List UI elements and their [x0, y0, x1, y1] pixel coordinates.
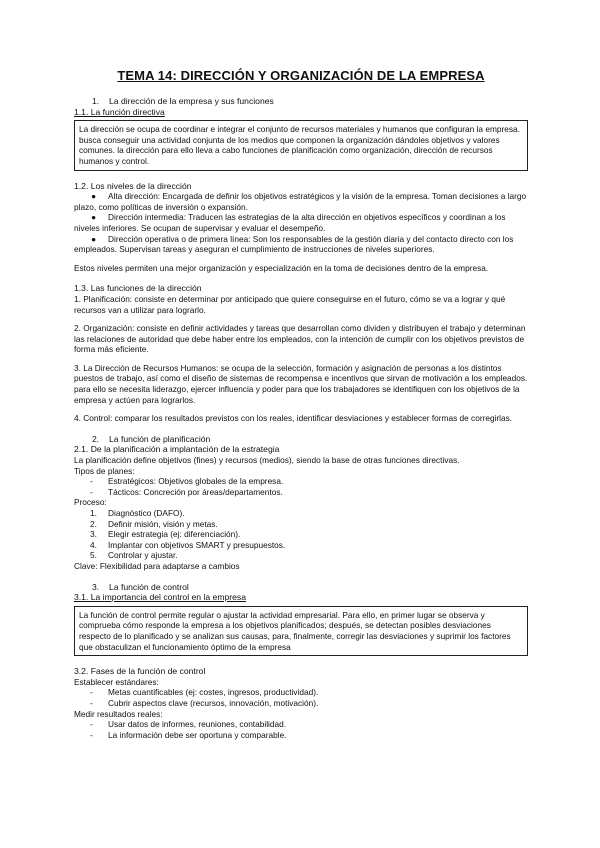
dash-marker: - — [90, 476, 93, 487]
section-1-heading — [74, 96, 528, 107]
bullet-icon: ● — [90, 212, 96, 223]
dash-marker: - — [90, 719, 93, 730]
process-step — [74, 529, 528, 540]
step-text: Diagnóstico (DAFO). — [108, 508, 185, 518]
subsection-1-2-heading: 1.2. Los niveles de la dirección — [74, 180, 192, 191]
measure-item — [74, 730, 528, 741]
dash-marker: - — [90, 697, 93, 708]
measure-text: La información debe ser oportuna y comparable. — [108, 729, 287, 740]
bullet-icon: ● — [90, 233, 96, 244]
control-function-text: La función de control permite regular o ajustar la actividad empresarial. Para ello, en primer lugar se observa y comprueba cómo responde la empresa a los objetivos planificados; después, se detectan posibles desviaciones respecto de lo planificado y se analizan sus causas, para, finalmente, corregir las desviaciones y suprimir los factores que obstaculizan el funcionamiento óptimo de la empresa — [79, 609, 511, 652]
control-function-box — [74, 606, 528, 656]
level-item — [74, 191, 528, 212]
step-number: 2. — [90, 518, 97, 529]
dash-marker: - — [90, 687, 93, 698]
directive-function-text: La dirección se ocupa de coordinar e integrar el conjunto de recursos materiales y humanos que configuran la empresa. busca conseguir una actividad conjunta de los medios que componen la organización dándoles objetivos y valores comunes. la dirección para ello lleva a cabo funciones de planificación como organización, dirección de recursos humanos y control. — [79, 124, 520, 166]
level-text: Dirección operativa o de primera línea: Son los responsables de la gestión diaria y del contacto directo con los empleados. Supervisan tareas y aseguran el cumplimiento de instrucciones de niveles superiores. — [74, 233, 514, 255]
step-number: 5. — [90, 550, 97, 561]
process-step — [74, 519, 528, 530]
standard-text: Cubrir aspectos clave (recursos, innovación, motivación). — [108, 697, 319, 708]
process-label: Proceso: — [74, 497, 107, 508]
levels-note: Estos niveles permiten una mejor organización y especialización en la toma de decisiones dentro de la empresa. — [74, 262, 489, 273]
plan-item — [74, 476, 528, 487]
function-item-organization: 2. Organización: consiste en definir actividades y tareas que desarrollan como dividen y distribuyen el trabajo y determinan las relaciones de autoridad que debe haber entre los empleados, con la intención de cumplir con los objetivos previstos de forma más eficiente. — [74, 323, 526, 355]
section-2-heading — [74, 434, 528, 445]
subsection-1-1-heading: 1.1. La función directiva — [74, 106, 165, 117]
subsection-3-2-heading: 3.2. Fases de la función de control — [74, 666, 206, 677]
section-1-number: 1. — [92, 96, 100, 106]
measure-label: Medir resultados reales: — [74, 708, 163, 719]
standards-label: Establecer estándares: — [74, 676, 159, 687]
section-2-number: 2. — [92, 433, 100, 444]
section-3-title: La función de control — [109, 581, 189, 592]
step-number: 4. — [90, 539, 97, 550]
process-step — [74, 508, 528, 519]
step-text: Implantar con objetivos SMART y presupuestos. — [108, 539, 286, 550]
dash-marker: - — [90, 729, 93, 740]
plan-text: Estratégicos: Objetivos globales de la empresa. — [108, 476, 284, 487]
planning-intro: La planificación define objetivos (fines) y recursos (medios), siendo la base de otras funciones directivas. — [74, 455, 460, 466]
process-step — [74, 540, 528, 551]
level-item — [74, 234, 528, 255]
step-number: 3. — [90, 529, 97, 540]
function-item-hr: 3. La Dirección de Recursos Humanos: se ocupa de la selección, formación y asignación de personas a los distintos puestos de trabajo, así como el diseño de sistemas de recompensa e incentivos que sirvan de motivación a los empleados. para ello se necesita liderazgo, ejercer influencia y poder para que los trabajadores se identifiquen con los objetivos de la empresa y actúen para lograrlos. — [74, 362, 528, 405]
function-item-planning: 1. Planificación: consiste en determinar por anticipado que quiere conseguirse en el futuro, cómo se va a lograr y qué recursos van a utilizar para lograrlo. — [74, 293, 506, 315]
section-2-title: La función de planificación — [109, 433, 211, 444]
section-3-number: 3. — [92, 581, 100, 592]
level-text: Alta dirección: Encargada de definir los objetivos estratégicos y la visión de la empresa. Toman decisiones a largo plazo, como políticas de inversión o expansión. — [74, 191, 527, 212]
bullet-icon: ● — [90, 191, 96, 202]
step-text: Controlar y ajustar. — [108, 550, 178, 561]
step-number: 1. — [90, 508, 97, 518]
document-page — [74, 68, 528, 740]
subsection-3-1-heading: 3.1. La importancia del control en la empresa — [74, 592, 246, 603]
function-item-control: 4. Control: comparar los resultados previstos con los reales, identificar desviaciones y establecer formas de corregirlas. — [74, 413, 513, 424]
level-item — [74, 212, 528, 233]
dash-marker: - — [90, 486, 93, 497]
measure-text: Usar datos de informes, reuniones, contabilidad. — [108, 719, 287, 730]
step-text: Elegir estrategia (ej: diferenciación). — [108, 529, 241, 540]
plan-item — [74, 487, 528, 498]
subsection-2-1-heading: 2.1. De la planificación a implantación de la estrategia — [74, 444, 280, 455]
directive-function-box — [74, 120, 528, 170]
plan-text: Tácticos: Concreción por áreas/departamentos. — [108, 486, 283, 497]
standard-item — [74, 698, 528, 709]
planning-key: Clave: Flexibilidad para adaptarse a cambios — [74, 560, 240, 571]
page-title: TEMA 14: DIRECCIÓN Y ORGANIZACIÓN DE LA EMPRESA — [117, 68, 485, 83]
standard-item — [74, 687, 528, 698]
section-1-title: La dirección de la empresa y sus funciones — [109, 96, 274, 106]
standard-text: Metas cuantificables (ej: costes, ingresos, productividad). — [108, 687, 319, 698]
plans-label: Tipos de planes: — [74, 465, 135, 476]
subsection-1-3-heading: 1.3. Las funciones de la dirección — [74, 283, 202, 294]
level-text: Dirección intermedia: Traducen las estrategias de la alta dirección en objetivos específicos y coordinan a los niveles inferiores. Se ocupan de supervisar y evaluar el desempeño. — [74, 212, 506, 233]
section-3-heading — [74, 582, 528, 593]
measure-item — [74, 719, 528, 730]
step-text: Definir misión, visión y metas. — [108, 518, 218, 529]
process-step — [74, 550, 528, 561]
